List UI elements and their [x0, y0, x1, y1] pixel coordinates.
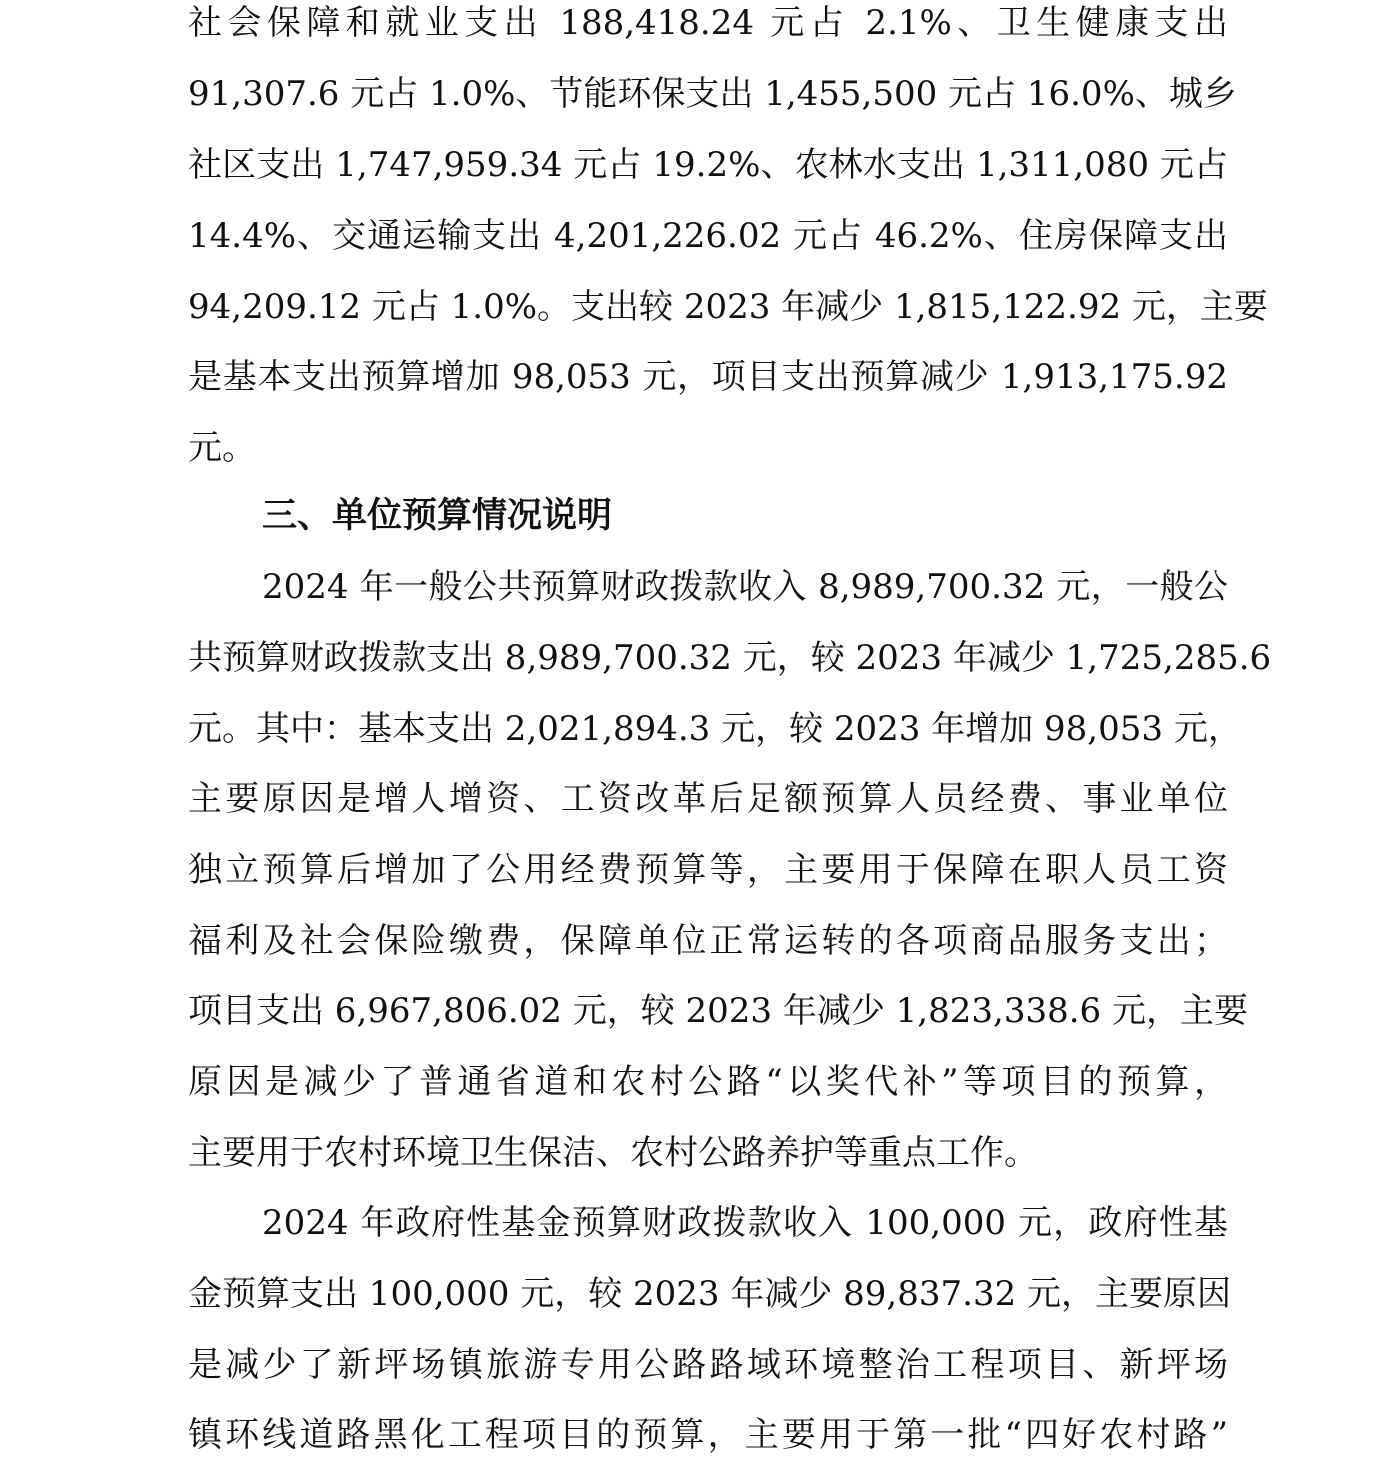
body-line: 94,209.12 元占 1.0%。支出较 2023 年减少 1,815,122.92 元，主要: [188, 287, 1268, 327]
body-line: 福利及社会保险缴费，保障单位正常运转的各项商品服务支出；: [188, 921, 1228, 961]
body-line: 金预算支出 100,000 元，较 2023 年减少 89,837.32 元，主要原因: [188, 1274, 1232, 1314]
body-line: 主要用于农村环境卫生保洁、农村公路养护等重点工作。: [188, 1133, 1038, 1173]
section-heading: 三、单位预算情况说明: [262, 496, 613, 536]
body-line: 共预算财政拨款支出 8,989,700.32 元，较 2023 年减少 1,725,285.6: [188, 638, 1272, 678]
body-line: 主要原因是增人增资、工资改革后足额预算人员经费、事业单位: [188, 779, 1228, 819]
body-line: 社会保障和就业支出 188,418.24 元占 2.1%、卫生健康支出: [188, 3, 1228, 43]
body-line: 是基本支出预算增加 98,053 元，项目支出预算减少 1,913,175.92: [188, 357, 1228, 397]
body-line: 91,307.6 元占 1.0%、节能环保支出 1,455,500 元占 16.0%、城乡: [188, 74, 1237, 114]
body-line: 14.4%、交通运输支出 4,201,226.02 元占 46.2%、住房保障支出: [188, 216, 1228, 256]
body-line: 元。其中：基本支出 2,021,894.3 元，较 2023 年增加 98,053 元，: [188, 709, 1242, 749]
body-line: 是减少了新坪场镇旅游专用公路路域环境整治工程项目、新坪场: [188, 1345, 1228, 1385]
body-line: 项目支出 6,967,806.02 元，较 2023 年减少 1,823,338.6 元，主要: [188, 991, 1248, 1031]
paragraph-first-line: 2024 年一般公共预算财政拨款收入 8,989,700.32 元，一般公: [262, 567, 1228, 607]
body-line: 社区支出 1,747,959.34 元占 19.2%、农林水支出 1,311,080 元占: [188, 145, 1228, 185]
body-line: 镇环线道路黑化工程项目的预算，主要用于第一批“四好农村路”: [188, 1415, 1228, 1455]
body-line: 原因是减少了普通省道和农村公路“以奖代补”等项目的预算，: [188, 1062, 1228, 1102]
paragraph-first-line: 2024 年政府性基金预算财政拨款收入 100,000 元，政府性基: [262, 1203, 1228, 1243]
body-line: 元。: [188, 428, 256, 468]
body-line: 独立预算后增加了公用经费预算等，主要用于保障在职人员工资: [188, 850, 1228, 890]
